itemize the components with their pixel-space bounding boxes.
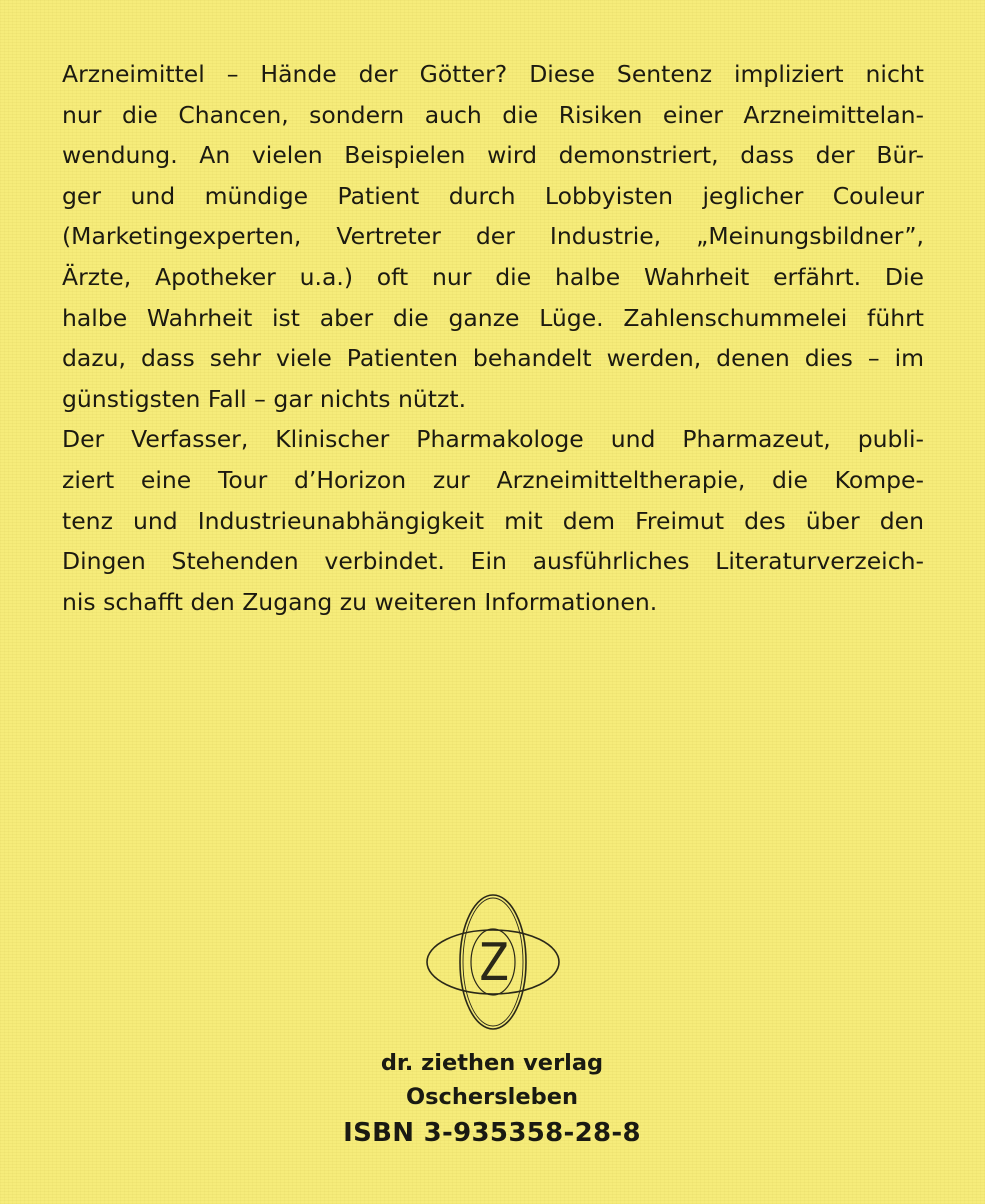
blurb-line: Dingen Stehenden verbindet. Ein ausführliches Literaturverzeich-	[62, 547, 924, 576]
blurb-line: Der Verfasser, Klinischer Pharmakologe und Pharmazeut, publi-	[62, 425, 924, 454]
isbn-number: ISBN 3-935358-28-8	[343, 1118, 641, 1148]
blurb-line: Ärzte, Apotheker u.a.) oft nur die halbe Wahrheit erfährt. Die	[62, 262, 924, 291]
blurb-line: halbe Wahrheit ist aber die ganze Lüge. Zahlenschummelei führt	[62, 303, 924, 332]
blurb-line: Arzneimittel – Hände der Götter? Diese Sentenz impliziert nicht	[62, 60, 924, 88]
blurb-line: ziert eine Tour d’Horizon zur Arzneimitteltherapie, die Kompe-	[62, 465, 924, 494]
publisher-city: Oschersleben	[406, 1084, 578, 1110]
publisher-name: dr. ziethen verlag	[380, 1050, 604, 1076]
blurb-line: wendung. An vielen Beispielen wird demonstriert, dass der Bür-	[62, 141, 924, 170]
publisher-logo-icon	[424, 892, 562, 1032]
publisher-block	[292, 1046, 692, 1152]
logo-letter: Z	[477, 933, 509, 993]
blurb-line: ger und mündige Patient durch Lobbyisten jeglicher Couleur	[62, 181, 924, 210]
blurb-line: nur die Chancen, sondern auch die Risiken einer Arzneimittelan-	[62, 100, 924, 129]
blurb-line: (Marketingexperten, Vertreter der Industrie, „Meinungsbildner”,	[62, 222, 924, 251]
blurb-line: nis schafft den Zugang zu weiteren Informationen.	[62, 587, 658, 616]
blurb-line: günstigsten Fall – gar nichts nützt.	[62, 384, 467, 413]
blurb-line: tenz und Industrieunabhängigkeit mit dem Freimut des über den	[62, 506, 924, 535]
blurb-text	[62, 54, 924, 622]
blurb-line: dazu, dass sehr viele Patienten behandelt werden, denen dies – im	[62, 344, 924, 373]
